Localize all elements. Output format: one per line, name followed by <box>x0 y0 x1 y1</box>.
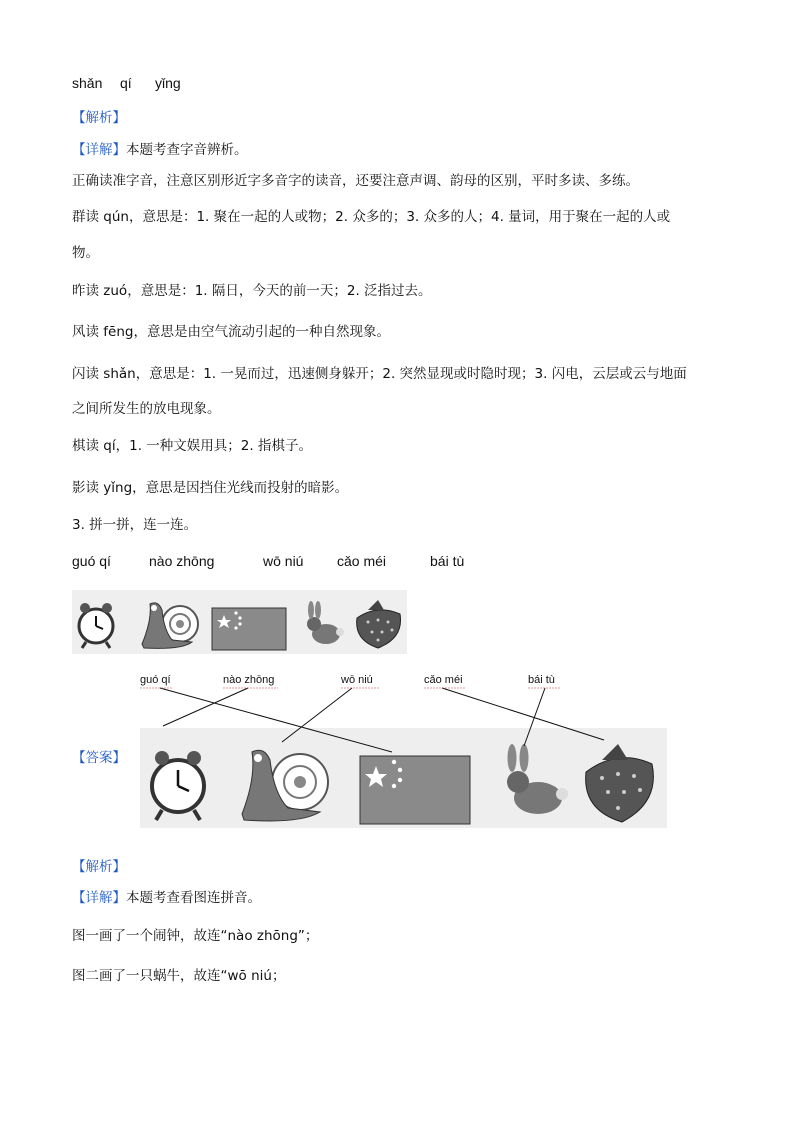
paragraph: 风读 fēng，意思是由空气流动引起的一种自然现象。 <box>72 324 390 340</box>
pinyin-shan: shǎn <box>72 75 103 91</box>
pinyin-guo-qi: guó qí <box>72 553 111 569</box>
pinyin-nao-zhong: nào zhōng <box>149 553 215 569</box>
paragraph: 昨读 zuó，意思是：1. 隔日，今天的前一天；2. 泛指过去。 <box>72 283 432 299</box>
detail-label: 【详解】 <box>72 890 126 906</box>
paragraph: 物。 <box>72 245 99 261</box>
pinyin-bai-tu: bái tù <box>430 553 465 569</box>
answer-pinyin-bai-tu: bái tù <box>528 674 555 686</box>
answer-pinyin-guo-qi: guó qí <box>140 674 171 686</box>
explanation-1: 图一画了一个闹钟，故连“nào zhōng”； <box>72 928 319 944</box>
match-line-cao-mei <box>442 688 604 740</box>
paragraph: 群读 qún，意思是：1. 聚在一起的人或物；2. 众多的；3. 众多的人；4. 量词，用于聚在一起的人或 <box>72 209 671 225</box>
match-line-wo-niu <box>282 688 352 742</box>
pinyin-ying: yǐng <box>155 75 181 91</box>
answer-pinyin-cao-mei: cǎo méi <box>424 674 463 686</box>
detail-text: 本题考查字音辨析。 <box>126 142 248 158</box>
answer-pinyin-wo-niu: wō niú <box>341 674 373 686</box>
paragraph: 正确读准字音，注意区别形近字多音字的读音，还要注意声调、韵母的区别，平时多读、多练。 <box>72 173 639 189</box>
answer-pinyin-nao-zhong: nào zhōng <box>223 674 275 686</box>
analysis-heading: 【解析】 <box>72 110 126 126</box>
paragraph: 闪读 shǎn，意思是：1. 一晃而过，迅速侧身躲开；2. 突然显现或时隐时现；3. 闪电，云层或云与地面 <box>72 366 687 382</box>
detail-label: 【详解】 <box>72 142 126 158</box>
answer-label: 【答案】 <box>72 750 126 766</box>
pinyin-cao-mei: cǎo méi <box>337 553 387 569</box>
pinyin-qi: qí <box>120 75 132 91</box>
question-3-title: 3. 拼一拼，连一连。 <box>72 517 198 533</box>
paragraph: 之间所发生的放电现象。 <box>72 401 221 417</box>
pinyin-wo-niu: wō niú <box>263 553 304 569</box>
paragraph: 影读 yǐng，意思是因挡住光线而投射的暗影。 <box>72 480 349 496</box>
explanation-2: 图二画了一只蜗牛，故连“wō niú； <box>72 968 286 984</box>
match-line-bai-tu <box>524 688 545 746</box>
match-line-guo-qi <box>160 688 392 752</box>
detail-text: 本题考查看图连拼音。 <box>126 890 261 906</box>
paragraph: 棋读 qí，1. 一种文娱用具；2. 指棋子。 <box>72 438 312 454</box>
match-line-nao-zhong <box>163 688 248 726</box>
analysis-heading: 【解析】 <box>72 859 126 875</box>
detail-line <box>72 888 261 908</box>
